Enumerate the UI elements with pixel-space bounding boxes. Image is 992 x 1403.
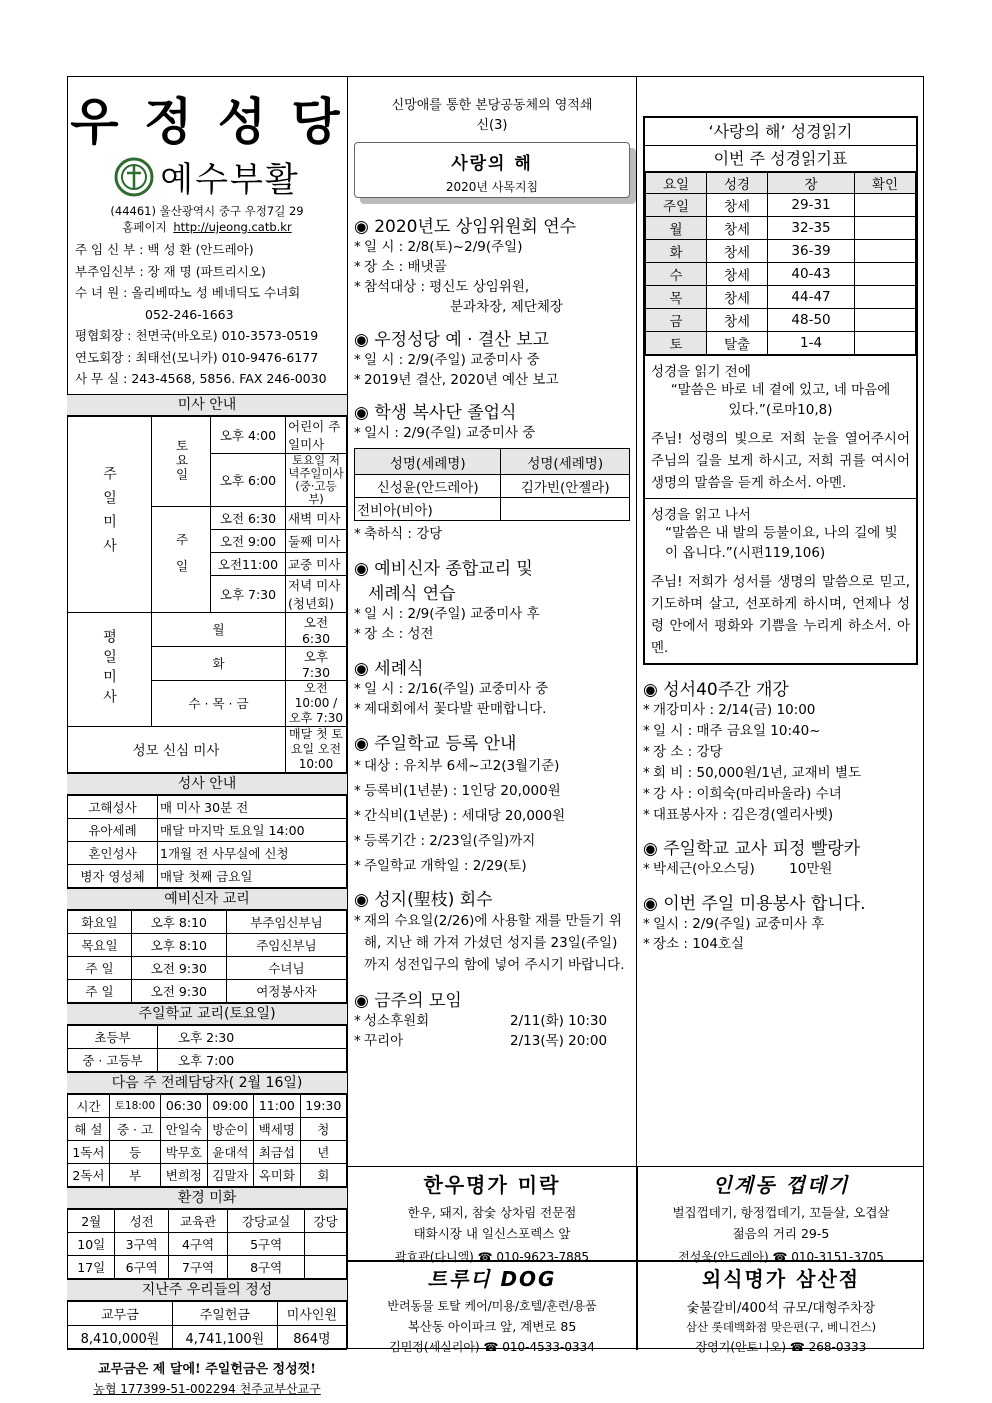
table-cell (305, 1255, 347, 1278)
notice-item: * 장 소 : 강당 (643, 742, 918, 763)
staff-role: 부주임신부 : (75, 263, 148, 279)
before-prayer: 주님! 성령의 빛으로 저희 눈을 열어주시어 주님의 길을 보게 하시고, 저희 귀를 여시어 생명의 말씀을 듣게 하소서. 아멘. (651, 431, 910, 491)
ad-block (638, 1263, 924, 1355)
ad-line: 한우, 돼지, 참숯 상차림 전문점 (407, 1205, 577, 1220)
mass-name: 저녁 미사(청년회) (286, 575, 347, 612)
meeting-time: 2/13(목) 20:00 (510, 1033, 608, 1049)
meeting-time: 2/11(화) 10:30 (510, 1013, 608, 1029)
class-time: 오후 8:10 (131, 933, 226, 956)
class-day: 화요일 (68, 910, 132, 933)
ad-line: 젊음의 거리 29-5 (732, 1226, 830, 1241)
staff-list (67, 235, 347, 390)
address: (44461) 울산광역시 중구 우정7길 29 (110, 204, 304, 218)
staff-row (75, 368, 339, 390)
mass-table (67, 416, 347, 773)
class-day: 목요일 (68, 933, 132, 956)
table-cell: 주일 (646, 194, 707, 217)
staff-name: 장 재 명 (파트리시오) (147, 263, 266, 279)
school-time: 오후 2:30 (158, 1025, 347, 1048)
school-group: 초등부 (68, 1025, 158, 1048)
table-cell (854, 263, 915, 286)
table-cell: 김가빈(안젤라) (501, 475, 630, 498)
parish-title: 우 정 성 당 (70, 92, 344, 151)
ad-block (638, 1169, 924, 1265)
staff-role: 사 무 실 : (75, 371, 132, 386)
table-cell: 목 (646, 286, 707, 309)
mass-name: 교중 미사 (286, 552, 347, 575)
ad-title: 외식명가 삼산점 (701, 1267, 861, 1291)
class-time: 오후 8:10 (131, 910, 226, 933)
notice-item: * 제대회에서 꽃다발 판매합니다. (354, 699, 630, 719)
section-title: ◉ 우정성당 예 · 결산 보고 (354, 330, 550, 350)
table-cell: 변희정 (161, 1163, 208, 1186)
section-title: ◉ 2020년도 상임위원회 연수 (354, 217, 577, 237)
staff-row (75, 325, 339, 347)
offering-slogan: 교무금은 제 달에! 주일헌금은 정성껏! (98, 1361, 316, 1377)
before-title: 성경을 읽기 전에 (651, 364, 751, 380)
table-cell: 17일 (68, 1255, 115, 1278)
section-title-cont: 세례식 연습 (368, 584, 456, 604)
table-header: 교육관 (168, 1209, 227, 1232)
class-teacher: 부주임신부님 (226, 910, 346, 933)
table-cell: 29-31 (768, 194, 855, 217)
ad-title: 한우명가 미락 (423, 1173, 561, 1197)
notice-item: * 등록기간 : 2/23일(주일)까지 (354, 829, 630, 854)
table-cell: 3구역 (115, 1232, 168, 1255)
liturgy-table (67, 1094, 347, 1187)
table-header: 미사인원 (277, 1301, 346, 1325)
notice-item: * 장소 : 104호실 (643, 934, 918, 954)
mass-name: 둘째 미사 (286, 529, 347, 552)
sacrament-section-title: 성사 안내 (67, 773, 347, 795)
table-cell: 토 (646, 332, 707, 355)
sacrament-info: 매 미사 30분 전 (158, 795, 347, 818)
staff-name: 243-4568, 5856. FAX 246-0030 (131, 371, 327, 386)
school-group: 중 · 고등부 (68, 1048, 158, 1071)
sacrament-name: 병자 영성체 (68, 864, 158, 887)
table-cell: 년 (300, 1140, 346, 1163)
staff-name: 백 성 환 (안드레아) (147, 242, 254, 257)
catechumen-section-title: 예비신자 교리 (67, 888, 347, 910)
table-header: 강당교실 (228, 1209, 305, 1232)
meeting-item (354, 1011, 630, 1031)
table-cell (305, 1232, 347, 1255)
table-cell (854, 217, 915, 240)
bible-table (645, 172, 916, 355)
weekday-day: 월 (152, 612, 286, 646)
notice-item: * 참석대상 : 평신도 상임위원, (354, 277, 630, 297)
table-header: 06:30 (161, 1094, 208, 1117)
notice-item: * 일 시 : 2/9(주일) 교중미사 후 (354, 604, 630, 624)
staff-role: 주 임 신 부 : (75, 242, 148, 257)
notice-item: * 일시 : 2/9(주일) 교중미사 중 (354, 423, 630, 443)
table-cell: 박무호 (161, 1140, 208, 1163)
section-title: ◉ 성서40주간 개강 (643, 680, 789, 700)
table-cell: 40-43 (768, 263, 855, 286)
notice-item: * 대표봉사자 : 김은경(엘리사벳) (643, 805, 918, 826)
notice-item: * 주일학교 개학일 : 2/29(토) (354, 854, 630, 879)
ad-line: 김민정(세실리아) ☎ 010-4533-0334 (389, 1340, 595, 1354)
section-title: ◉ 학생 복사단 졸업식 (354, 403, 517, 423)
class-time: 오전 9:30 (131, 956, 226, 979)
notice-item: * 축하식 : 강당 (354, 524, 630, 544)
mass-name: 토요일 저녁주일미사 (중·고등부) (286, 453, 347, 506)
table-cell: 월 (646, 217, 707, 240)
table-cell: 옥미화 (254, 1163, 301, 1186)
table-cell: 안일숙 (161, 1117, 208, 1140)
section-title: ◉ 금주의 모임 (354, 991, 462, 1011)
school-time: 오후 7:00 (158, 1048, 347, 1071)
table-cell: 중 · 고 (109, 1117, 160, 1140)
notice-item: * 강 사 : 이희숙(마리바울라) 수녀 (643, 784, 918, 805)
sacrament-name: 유아세례 (68, 818, 158, 841)
table-cell: 32-35 (768, 217, 855, 240)
table-cell: 4,741,100원 (172, 1325, 277, 1349)
table-cell: 창세 (707, 263, 768, 286)
ad-title: 트루디 DOG (427, 1267, 557, 1291)
staff-row (75, 282, 339, 304)
table-header: 토18:00 (109, 1094, 160, 1117)
table-cell (854, 194, 915, 217)
mass-time: 오후 7:30 (211, 575, 286, 612)
ad-line: 삼산 롯데백화점 맞은편(구, 베니건스) (685, 1320, 877, 1334)
notice-item: * 대상 : 유치부 6세~고2(3월기준) (354, 754, 630, 779)
table-header: 시간 (68, 1094, 110, 1117)
table-cell: 윤대석 (207, 1140, 254, 1163)
mass-time: 오전 6:30 (211, 506, 286, 529)
logo-text: 예수부활 (160, 160, 300, 200)
middle-column (348, 76, 637, 1166)
altar-server-table (354, 448, 630, 521)
table-cell: 창세 (707, 286, 768, 309)
sacrament-table (67, 795, 347, 888)
table-cell: 방순이 (207, 1117, 254, 1140)
section-title: ◉ 예비신자 종합교리 및 (354, 559, 533, 579)
after-title: 성경을 읽고 나서 (651, 507, 751, 523)
after-prayer: 주님! 저희가 성서를 생명의 말씀으로 믿고, 기도하며 살고, 선포하게 하시며, 언제나 성령 안에서 평화와 기쁨을 누리게 하소서. 아멘. (651, 574, 910, 656)
table-cell (854, 332, 915, 355)
notice-item: * 일 시 : 매주 금요일 10:40~ (643, 721, 918, 742)
parish-logo-icon (114, 157, 154, 197)
table-cell (854, 286, 915, 309)
liturgy-section-title: 다음 주 전례담당자( 2월 16일) (67, 1072, 347, 1094)
mass-time: 오전11:00 (211, 552, 286, 575)
table-header: 요일 (646, 173, 707, 194)
notice-item: * 등록비(1년분) : 1인당 20,000원 (354, 779, 630, 804)
table-cell: 2독서 (68, 1163, 110, 1186)
class-day: 주 일 (68, 979, 132, 1002)
table-cell: 탈출 (707, 332, 768, 355)
section-title: ◉ 세례식 (354, 659, 424, 679)
table-cell: 8,410,000원 (68, 1325, 173, 1349)
sacrament-info: 매달 마지막 토요일 14:00 (158, 818, 347, 841)
top-caption: 신망애를 통한 본당공동체의 영적쇄신(3) (391, 98, 593, 133)
table-header: 2월 (68, 1209, 115, 1232)
notice-item: * 회 비 : 50,000원/1년, 교재비 별도 (643, 763, 918, 784)
mass-time: 오후 6:00 (211, 453, 286, 506)
table-header: 성경 (707, 173, 768, 194)
class-time: 오전 9:30 (131, 979, 226, 1002)
staff-row (75, 304, 339, 326)
notice-item: * 2019년 결산, 2020년 예산 보고 (354, 370, 630, 390)
table-cell: 창세 (707, 194, 768, 217)
table-cell (854, 309, 915, 332)
banner-title: 사랑의 해 (451, 154, 533, 174)
staff-row (75, 347, 339, 369)
homepage-label: 홈페이지 (122, 220, 167, 234)
table-cell: 44-47 (768, 286, 855, 309)
staff-role: 연도회장 : (75, 349, 136, 365)
table-cell: 창세 (707, 309, 768, 332)
table-cell: 6구역 (115, 1255, 168, 1278)
meeting-item (354, 1031, 630, 1051)
section-title: ◉ 이번 주일 미용봉사 합니다. (643, 894, 866, 914)
notice-item: * 일 시 : 2/16(주일) 교중미사 중 (354, 679, 630, 699)
clean-section-title: 환경 미화 (67, 1187, 347, 1209)
notice-item: * 일 시 : 2/8(토)~2/9(주일) (354, 237, 630, 257)
class-day: 주 일 (68, 956, 132, 979)
class-teacher: 여정봉사자 (226, 979, 346, 1002)
left-column (67, 76, 348, 1396)
table-header: 성전 (115, 1209, 168, 1232)
table-cell: 창세 (707, 240, 768, 263)
ad-line: 벌집껍데기, 항정껍데기, 꼬들살, 오겹살 (672, 1205, 890, 1220)
notice-item: * 일 시 : 2/9(주일) 교중미사 중 (354, 350, 630, 370)
section-title: ◉ 주일학교 등록 안내 (354, 734, 517, 754)
table-cell: 1-4 (768, 332, 855, 355)
table-cell: 화 (646, 240, 707, 263)
weekday-time: 오전 6:30 (286, 612, 347, 646)
notice-item: * 간식비(1년분) : 세대당 20,000원 (354, 804, 630, 829)
ad-line: 반려동물 토탈 케어/미용/호텔/훈련/용품 (387, 1299, 597, 1313)
weekday-mass-label: 평일미사 (67, 612, 152, 726)
before-quote: “말씀은 바로 네 곁에 있고, 네 마음에 있다.”(로마10,8) (670, 382, 891, 418)
offering-section-title: 지난주 우리들의 정성 (67, 1279, 347, 1301)
ad-line: 복산동 아이파크 앞, 계변로 85 (407, 1319, 577, 1334)
staff-role: 수 녀 원 : (75, 285, 132, 300)
ad-line: 전성욱(안드레아) ☎ 010-3151-3705 (678, 1250, 884, 1264)
notice-item: * 장 소 : 성전 (354, 624, 630, 644)
ad-line: 곽효관(다니엘) ☎ 010-9623-7885 (394, 1250, 590, 1264)
notice-item: * 장 소 : 배냇골 (354, 257, 630, 277)
table-header: 주일헌금 (172, 1301, 277, 1325)
table-cell: 48-50 (768, 309, 855, 332)
sunday-label: 주일 (152, 506, 211, 612)
table-cell: 4구역 (168, 1232, 227, 1255)
ad-line: 숯불갈비/400석 규모/대형주차장 (686, 1301, 876, 1316)
table-cell: 최금섭 (254, 1140, 301, 1163)
homepage-link[interactable]: http://ujeong.catb.kr (173, 220, 292, 234)
banner (354, 142, 630, 198)
mass-time: 오후 4:00 (211, 416, 286, 453)
table-header: 19:30 (300, 1094, 346, 1117)
table-header: 장 (768, 173, 855, 194)
table-cell: 1독서 (68, 1140, 110, 1163)
mary-mass-label: 성모 신심 미사 (67, 726, 286, 772)
sacrament-info: 매달 첫째 금요일 (158, 864, 347, 887)
notice-item: * 일시 : 2/9(주일) 교중미사 후 (643, 914, 918, 934)
sunday-school-section-title: 주일학교 교리(토요일) (67, 1003, 347, 1025)
table-header: 11:00 (254, 1094, 301, 1117)
catechumen-table (67, 910, 347, 1003)
table-cell: 전비아(비아) (355, 498, 501, 521)
mass-time: 오전 9:00 (211, 529, 286, 552)
clean-table (67, 1209, 347, 1279)
bible-box (643, 116, 918, 665)
table-cell: 10일 (68, 1232, 115, 1255)
table-cell: 등 (109, 1140, 160, 1163)
table-header: 성명(세례명) (501, 449, 630, 475)
staff-role: 평협회장 : (75, 328, 136, 343)
mass-section-title: 미사 안내 (67, 394, 347, 416)
sacrament-info: 1개월 전 사무실에 신청 (158, 841, 347, 864)
table-cell: 신성윤(안드레아) (355, 475, 501, 498)
banner-subtitle: 2020년 사목지침 (445, 180, 539, 194)
table-header: 강당 (305, 1209, 347, 1232)
class-teacher: 수녀님 (226, 956, 346, 979)
after-quote: “말씀은 내 발의 등불이요, 나의 길에 빛이 옵니다.”(시편119,106) (665, 525, 898, 561)
bible-title: ‘사랑의 해’ 성경읽기 (645, 118, 916, 146)
staff-name: 최태선(모니카) 010-9476-6177 (135, 349, 319, 365)
notice-item: * 박세근(아오스딩) 10만원 (643, 859, 918, 879)
table-cell: 864명 (277, 1325, 346, 1349)
table-cell: 수 (646, 263, 707, 286)
mass-name: 새벽 미사 (286, 506, 347, 529)
notice-item-cont: 분과차장, 제단체장 (450, 299, 563, 315)
ad-line: 장영기(안토니오) ☎ 268-0333 (695, 1340, 867, 1354)
meeting-name: 성소후원회 (364, 1013, 430, 1029)
section-title: ◉ 주일학교 교사 피정 빨랑카 (643, 839, 861, 859)
table-header: 확인 (854, 173, 915, 194)
weekday-time: 오전 10:00 / 오후 7:30 (286, 680, 347, 726)
mary-mass-time: 매달 첫 토요일 오전 10:00 (286, 726, 347, 772)
table-cell: 청 (300, 1117, 346, 1140)
table-header: 교무금 (68, 1301, 173, 1325)
table-cell: 백세명 (254, 1117, 301, 1140)
ads-area (348, 1166, 924, 1354)
notice-item: * 개강미사 : 2/14(금) 10:00 (643, 700, 918, 721)
table-cell: 김말자 (207, 1163, 254, 1186)
section-title: ◉ 성지(聖枝) 회수 (354, 890, 493, 910)
staff-name: 천면국(바오로) 010-3573-0519 (135, 328, 319, 343)
table-cell: 36-39 (768, 240, 855, 263)
class-teacher: 주임신부님 (226, 933, 346, 956)
ad-line: 태화시장 내 일신스포렉스 앞 (413, 1226, 571, 1241)
saturday-label: 토요일 (152, 416, 211, 506)
right-column (637, 76, 924, 1166)
ad-block (348, 1169, 636, 1265)
table-cell (854, 240, 915, 263)
staff-row (75, 261, 339, 283)
ad-block (348, 1263, 636, 1355)
staff-row (75, 239, 339, 261)
table-header: 09:00 (207, 1094, 254, 1117)
table-cell: 금 (646, 309, 707, 332)
bible-subtitle: 이번 주 성경읽기표 (645, 146, 916, 172)
weekday-day: 화 (152, 646, 286, 680)
sacrament-name: 고해성사 (68, 795, 158, 818)
weekday-day: 수 · 목 · 금 (152, 680, 286, 726)
table-cell (501, 498, 630, 521)
sunday-mass-label: 주일미사 (67, 416, 152, 612)
table-cell: 5구역 (228, 1232, 305, 1255)
table-header: 성명(세례명) (355, 449, 501, 475)
sunday-school-table (67, 1025, 347, 1072)
meeting-name: 꾸리아 (364, 1033, 404, 1049)
bank-account: 농협 177399-51-002294 천주교부산교구 (93, 1381, 321, 1396)
ad-title: 인계동 껍데기 (712, 1173, 850, 1197)
table-cell: 8구역 (228, 1255, 305, 1278)
staff-name: 올리베따노 성 베네딕도 수녀회 (131, 285, 301, 300)
table-cell: 7구역 (168, 1255, 227, 1278)
notice-item: * 재의 수요일(2/26)에 사용할 재를 만들기 위해, 지난 해 가져 가셨던 성지를 23일(주일)까지 성전입구의 함에 넣어 주시기 바랍니다. (354, 910, 630, 976)
staff-name: 052-246-1663 (145, 306, 234, 322)
offering-table (67, 1301, 347, 1350)
sacrament-name: 혼인성사 (68, 841, 158, 864)
table-cell: 부 (109, 1163, 160, 1186)
table-cell: 회 (300, 1163, 346, 1186)
table-cell: 창세 (707, 217, 768, 240)
mass-name: 어린이 주일미사 (286, 416, 347, 453)
table-cell: 해 설 (68, 1117, 110, 1140)
weekday-time: 오후 7:30 (286, 646, 347, 680)
